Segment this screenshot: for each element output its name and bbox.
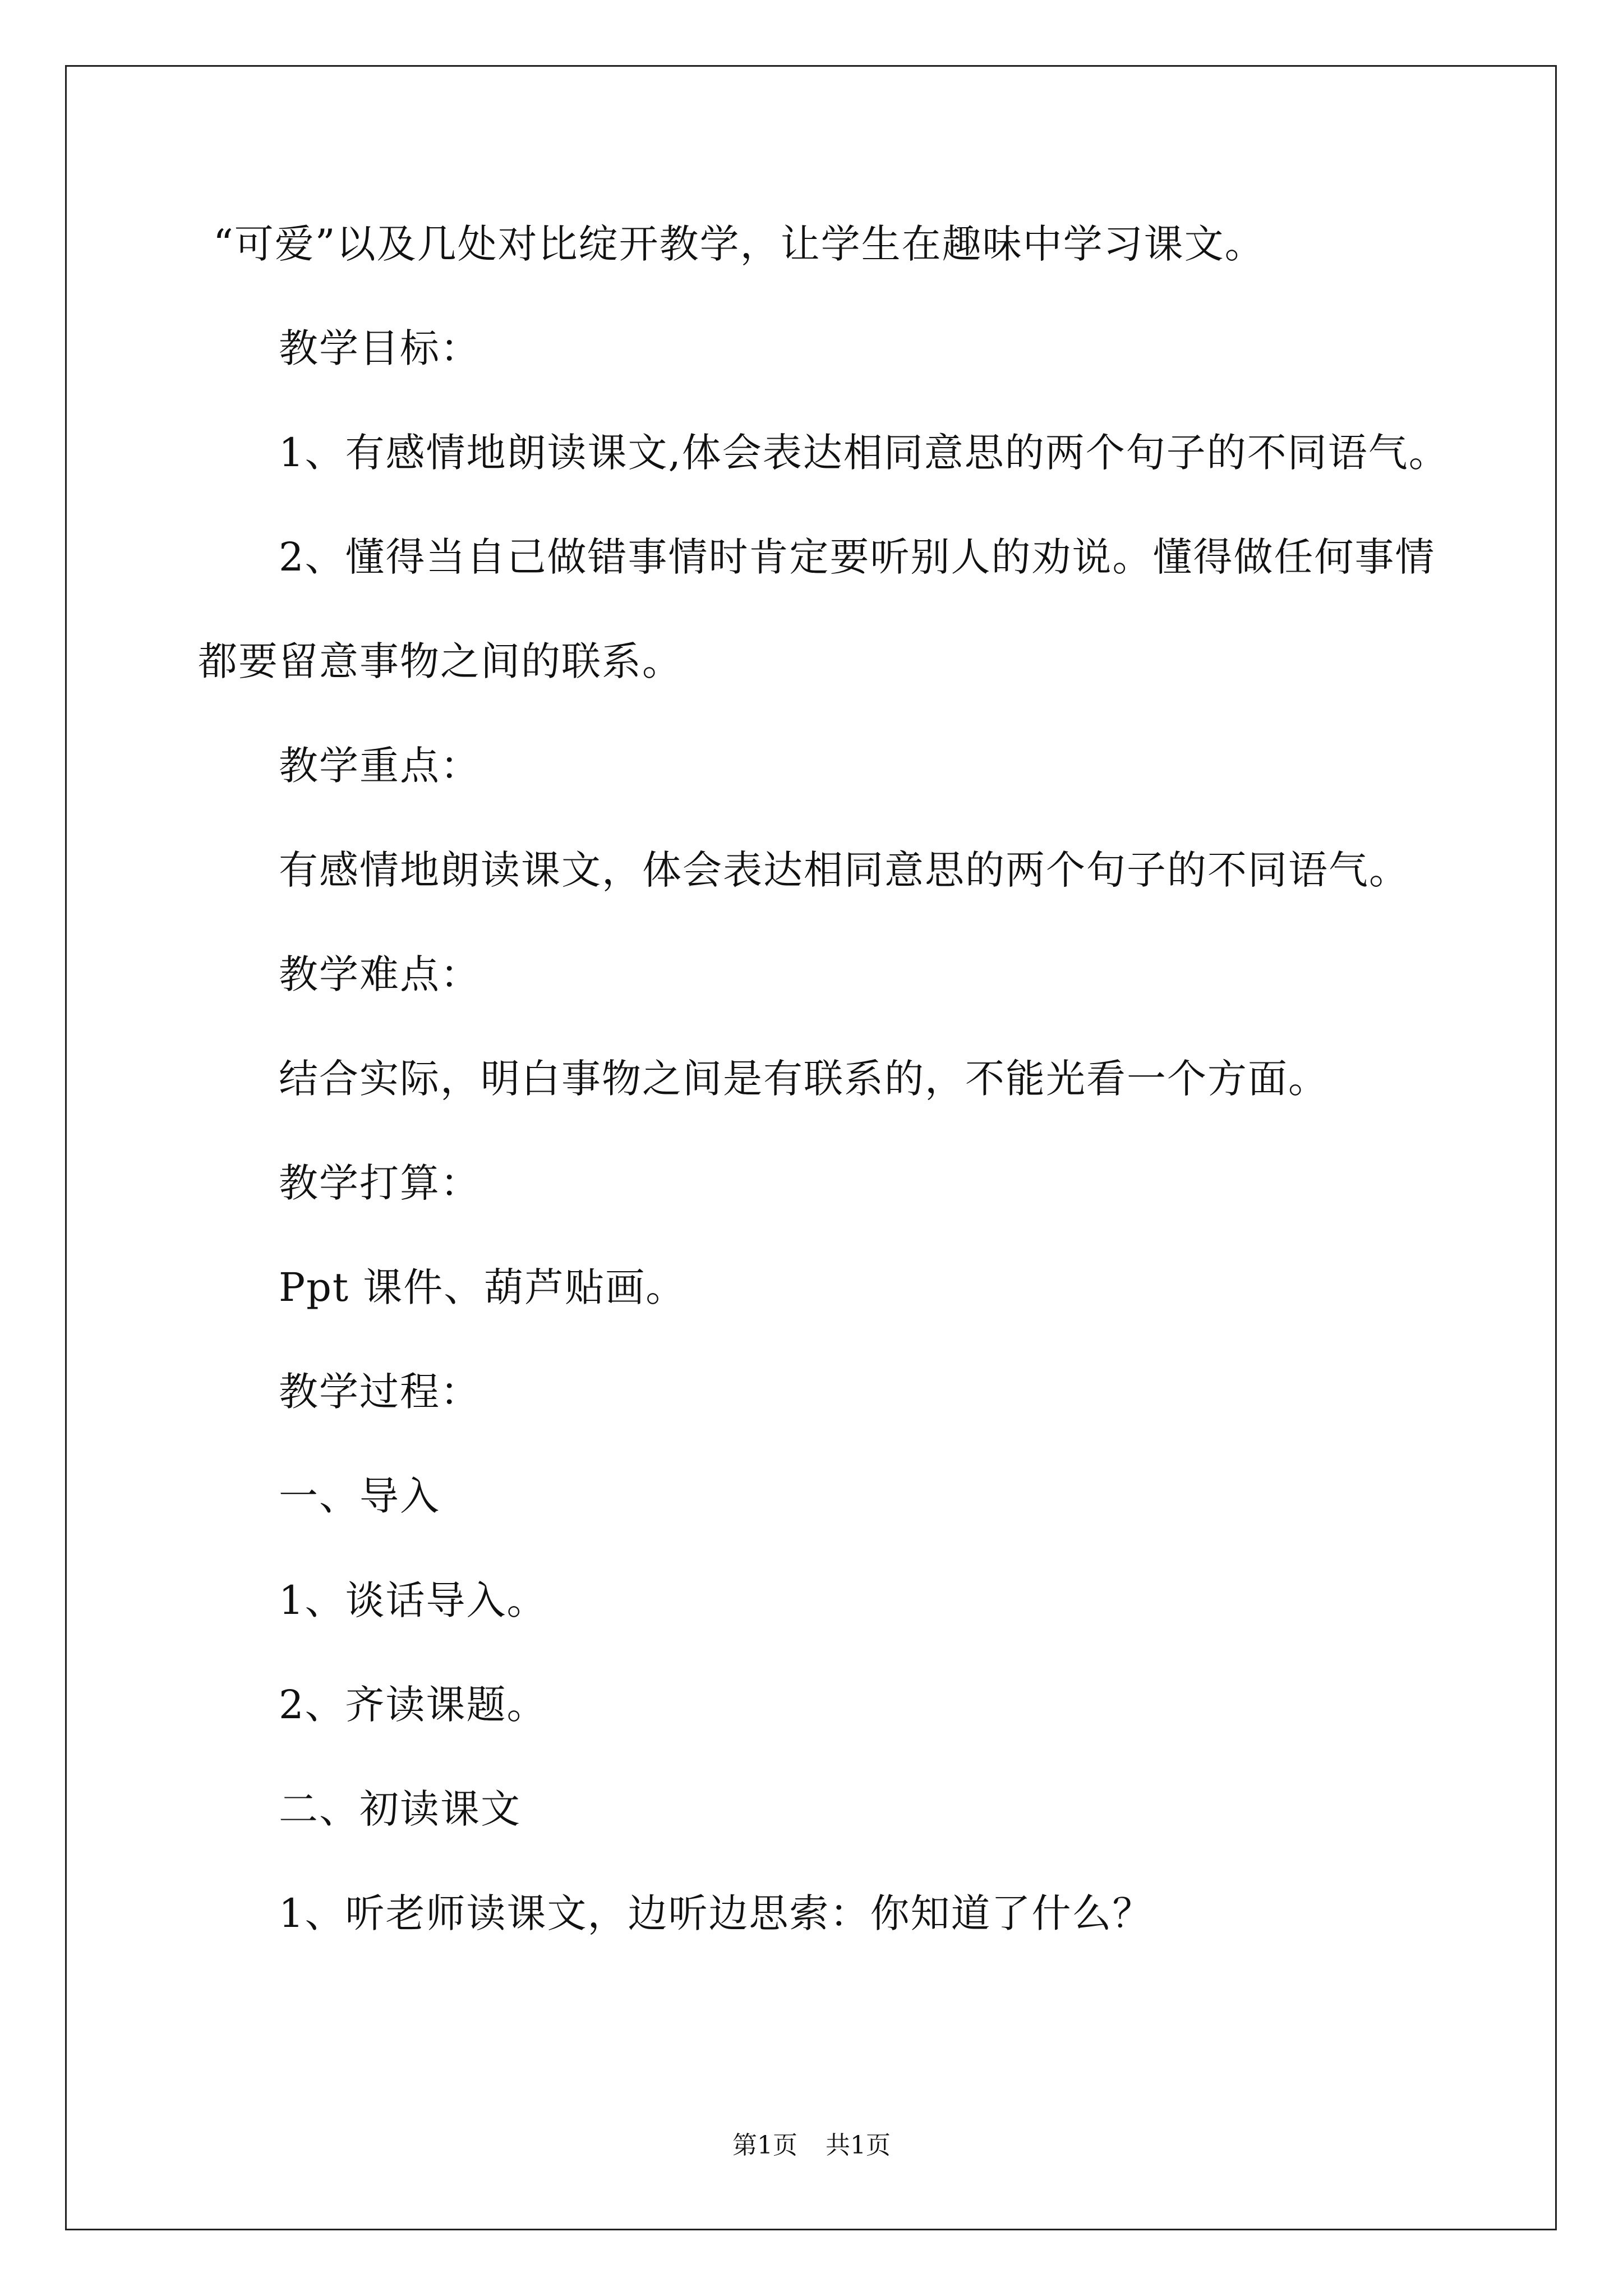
teaching-preparation-text: Ppt 课件、葫芦贴画。 (279, 1264, 686, 1310)
heading-teaching-process: 教学过程： (279, 1369, 481, 1415)
teaching-focus-text: 有感情地朗读课文，体会表达相同意思的两个句子的不同语气。 (279, 847, 1409, 893)
heading-teaching-difficulty: 教学难点： (279, 951, 481, 997)
heading-teaching-focus: 教学重点： (279, 743, 481, 789)
objective-item-2: 2、懂得当自己做错事情时肯定要听别人的劝说。懂得做任何事情 (279, 534, 1436, 580)
objective-item-1: 1、有感情地朗读课文,体会表达相同意思的两个句子的不同语气。 (279, 430, 1449, 476)
section-1-item-1: 1、谈话导入。 (279, 1577, 547, 1623)
page-total: 共1页 (826, 2131, 891, 2160)
paragraph-intro-continuation: “可爱”以及几处对比绽开教学，让学生在趣味中学习课文。 (213, 221, 1265, 267)
page-footer (0, 2133, 1623, 2158)
heading-teaching-preparation: 教学打算： (279, 1160, 481, 1206)
teaching-difficulty-text: 结合实际，明白事物之间是有联系的，不能光看一个方面。 (279, 1056, 1329, 1102)
page-number: 第1页 (732, 2131, 797, 2160)
section-1-introduction: 一、导入 (279, 1473, 440, 1519)
heading-teaching-objectives: 教学目标： (279, 325, 481, 371)
objective-item-2-continuation: 都要留意事物之间的联系。 (198, 638, 683, 684)
section-1-item-2: 2、齐读课题。 (279, 1682, 547, 1728)
section-2-first-reading: 二、初读课文 (279, 1786, 521, 1832)
section-2-item-1: 1、听老师读课文，边听边思索：你知道了什么？ (279, 1890, 1153, 1936)
